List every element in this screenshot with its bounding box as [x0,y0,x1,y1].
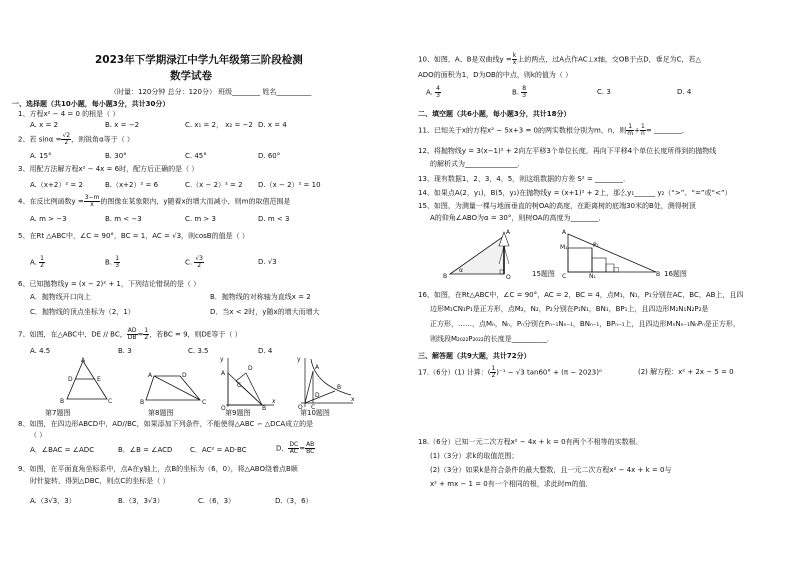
fig16-label-m1: M₁ [560,244,568,251]
q5-opt-c: C. $\frac{√3}{2}$ [185,255,203,269]
q8-opt-b: B．∠B = ∠ACD [118,446,173,454]
q9-line1: 9、如图，在平面直角坐标系中，点A在y轴上，点B的坐标为（6，0），将△ABO绕着点B顺 [18,465,298,473]
q13: 13、现有数据1，2，3，4，5，则这组数据的方差 S² = ________． [418,175,630,183]
q17-part1: 17.（6分）(1) 计算：( $\frac{1}{2}$ )⁻¹ − √3 tan60° + (π − 2023)⁰ [418,365,602,379]
fig16-label-n1: N₁ [589,273,596,278]
exam-info: （时量：120分钟 总分：120分） 班级________ 姓名__________ [110,88,312,96]
section-answer: 三、解答题（共9大题，共计72分） [418,352,531,360]
q16-line1: 16、如图，在Rt△ABC中，∠C = 90°，AC = 2，BC = 4，点M₁，N₁，P₁分别在AC，BC，AB上，且四 [418,291,744,299]
fig10-caption: 第10题图 [300,409,330,417]
q10-line2: ADO的面积为1，D为OB的中点，则k的值为（ ） [418,71,573,79]
q16-line3: 正方形，……，点Mₙ，Nₙ，Pₙ分别在Pₙ₋₁Nₙ₋₁，BNₙ₋₁，BPₙ₋₁上，且四边形MₙNₙ₋₁NₙPₙ是正方形， [430,320,740,328]
q3-opt-c: C.（x − 2）² = 2 [185,181,243,189]
q18-part2-line1: (2)（3分）如果k是符合条件的最大整数，且一元二次方程x² − 4x + k = 0与 [430,466,672,474]
fig10-label-c: C [311,404,316,410]
q14: 14、如果点A(2，y₁)，B(5，y₂)在抛物线y = (x+1)² + 2上，那么y₁______ y₂（“>”、“=”或“<”） [418,189,732,197]
fig9-label-o: O [221,405,226,410]
q1-opt-d: D. x = 4 [258,121,287,129]
q6-opt-a: A．抛物线开口向上 [30,293,91,301]
figure-9-coordinate [218,355,278,410]
fig10-label-y: y [297,356,301,363]
fig7-label-b: B [60,398,65,405]
fig9-caption: 第9题图 [225,409,251,417]
q18-part1: (1)（3分）求k的取值范围； [430,452,519,460]
q10-opt-b: B. $\frac{8}{3}$ [512,85,527,99]
q6-opt-b: B．抛物线的对称轴为直线x = 2 [210,293,311,301]
figure-16-squares [560,228,662,278]
q3-opt-d: D.（x − 2）² = 10 [258,181,321,189]
q7: 7、如图，在△ABC中，DE // BC， $\frac{AD}{DB}$ = $\frac{1}{2}$ ，若BC = 9，则DE等于（ ） [18,327,242,341]
q12-line2: 的解析式为_______________． [430,160,525,168]
q9-line2: 时针旋转，得到△DBC，则点C的坐标是（ ） [30,477,170,485]
q18-part2-line2: x² + mx − 1 = 0有一个相同的根，求此时m的值． [430,480,593,488]
q4-opt-c: C. m > 3 [185,215,216,223]
q8: 8、如图，在四边形ABCD中，AD//BC，如果添加下列条件，不能使得△ABC ∽ △DCA成立的是 [18,420,314,428]
q15-line2: A的仰角∠ABO为α = 30°，则树OA的高度为________． [430,214,606,222]
figure-10-hyperbola [295,355,357,410]
fig9-label-x: x [272,398,276,405]
fig7-label-d: D [68,376,73,383]
q2: 2、若 sinα = $\frac{√2}{2}$ ，则锐角α等于（ ） [18,132,134,146]
q5-opt-b: B. $\frac{1}{3}$ [105,255,120,269]
q16-line2: 边形M₁CN₁P₁是正方形，点M₂，N₂，P₂分别在P₁N₁，BN₁，BP₁上，且四边形M₂N₁N₂P₂是 [430,305,709,313]
q1-opt-c: C. x₁ = 2， x₂ = −2 [185,121,253,129]
fig8-label-c: C [202,399,207,406]
q8-opt-a: A．∠BAC = ∠ADC [30,446,95,454]
fig15-label-b: B [443,273,448,280]
fig10-label-b: B [337,384,342,391]
exam-title: 2023年下学期渌江中学九年级第三阶段检测 [95,54,303,66]
q5-opt-d: D. √3 [258,258,277,266]
fig16-label-c: C [562,273,567,278]
q9-opt-a: A.（3√3，3） [30,497,76,505]
section-fill: 二、填空题（共6小题，每小题3分，共计18分） [418,110,571,118]
fig9-label-c: C [237,382,242,389]
fig7-caption: 第7题图 [45,409,71,417]
q3: 3、用配方法解方程x² − 4x = 6时，配方后正确的是（ ） [18,165,199,173]
q4: 4、在反比例函数y = $\frac{3-m}{x}$ 的图像在某象限内，y随着x的增大而减小，则m的取值范围是 [18,194,291,208]
section-choice: 一、选择题（共10小题，每小题3分，共计30分） [12,100,170,108]
fig16-label-a: A [562,229,567,236]
fig15-caption: 15题图 [532,270,555,278]
fig9-label-a: A [221,370,226,377]
fig9-label-y: y [220,356,224,363]
q10-line1: 10、如图，A、B是双曲线y = $\frac{k}{x}$ 上的两点，过A点作AC⊥x轴，交OB于点D，垂足为C，若△ [418,52,701,66]
fig16-caption: 16题图 [664,270,687,278]
fig15-label-o: O [506,274,511,280]
q1-opt-a: A. x = 2 [30,121,59,129]
figure-15-tree [442,228,532,280]
q4-opt-b: B. m < −3 [105,215,142,223]
q12-line1: 12、将抛物线y = 3(x−1)² + 2向左平移3个单位长度，再向下平移4个单位长度所得到的抛物线 [418,147,717,155]
q2-opt-c: C. 45° [185,152,207,160]
fig10-label-o: O [298,404,303,410]
figure-7-triangle [55,357,115,407]
q7-opt-d: D. 4 [258,347,273,355]
fig8-label-b: B [140,399,145,406]
q8-opt-c: C．AC² = AD·BC [190,446,247,454]
q10-opt-d: D. 4 [677,88,692,96]
fig10-label-d: D [315,392,320,399]
fig7-label-c: C [108,398,113,405]
q1-opt-b: B. x = −2 [105,121,140,129]
fig8-label-a: A [148,372,153,379]
q7-opt-b: B. 3 [118,347,132,355]
q10-opt-c: C. 3 [597,88,611,96]
fig16-label-b: B [656,271,661,278]
q8-opt-d: D． $\frac{DC}{AC}$ = $\frac{AB}{BC}$ [276,441,315,455]
fig9-label-b: B [262,405,267,410]
exam-subtitle: 数学试卷 [170,70,212,82]
q17-part2: (2) 解方程：x² + 2x − 5 = 0 [638,368,734,376]
fig15-label-a: A [506,229,511,236]
fig10-label-a: A [315,364,320,371]
q6-opt-c: C．抛物线的顶点坐标为（2，1） [30,308,135,316]
fig7-label-a: A [81,357,86,364]
q3-opt-a: A.（x+2）² = 2 [30,181,83,189]
fig7-label-e: E [97,376,101,383]
q9-opt-c: C.（6，3） [198,497,236,505]
q4-opt-d: D. m < 3 [258,215,290,223]
q2-opt-b: B. 30° [105,152,127,160]
fig15-label-alpha: α [459,267,463,274]
q1: 1、方程x² − 4 = 0 的根是（ ） [18,110,120,118]
right-column [402,0,794,562]
left-column [0,0,392,562]
fig8-caption: 第8题图 [148,409,174,417]
q10-opt-a: A. $\frac{4}{3}$ [426,85,440,99]
q6-opt-d: D．当x < 2时，y随x的增大而增大 [210,308,320,316]
q11: 11、已知关于x的方程x² − 5x+3 = 0的两实数根分别为m，n，则 $\frac{1}{m}$ + $\frac{1}{n}$ = ________． [418,123,689,137]
fig16-label-p1: P₁ [593,242,600,249]
q4-opt-a: A. m > −3 [30,215,67,223]
figure-8-quadrilateral [140,370,210,406]
q5: 5、在Rt △ABC中，∠C = 90°，BC = 1，AC = √3，则cosB的值是（ ） [18,232,249,240]
fig8-label-d: D [182,372,187,379]
q18: 18.（6分）已知一元二次方程x² − 4x + k = 0有两个不相等的实数根． [418,438,643,446]
q9-opt-b: B.（3，3√3） [118,497,164,505]
q3-opt-b: B.（x+2）² = 6 [105,181,159,189]
q16-line4: 则线段M₂₀₂₂P₂₀₂₂的长度是__________． [430,335,554,343]
q7-opt-c: C. 3.5 [188,347,209,355]
q2-opt-d: D. 60° [258,152,281,160]
fig10-label-x: x [351,396,355,403]
fig9-label-d: D [248,365,253,372]
q9-opt-d: D.（3，6） [275,497,313,505]
q7-opt-a: A. 4.5 [30,347,51,355]
q8-paren: （ ） [30,431,47,439]
q6: 6、已知抛物线y = (x − 2)² + 1，下列结论错误的是（ ） [18,280,201,288]
q15-line1: 15、如图，为测量一棵与地面垂直的树OA的高度，在距离树的底端30米的B处，测得树顶 [418,202,696,210]
q2-opt-a: A. 15° [30,152,52,160]
q5-opt-a: A. $\frac{1}{2}$ [30,255,44,269]
